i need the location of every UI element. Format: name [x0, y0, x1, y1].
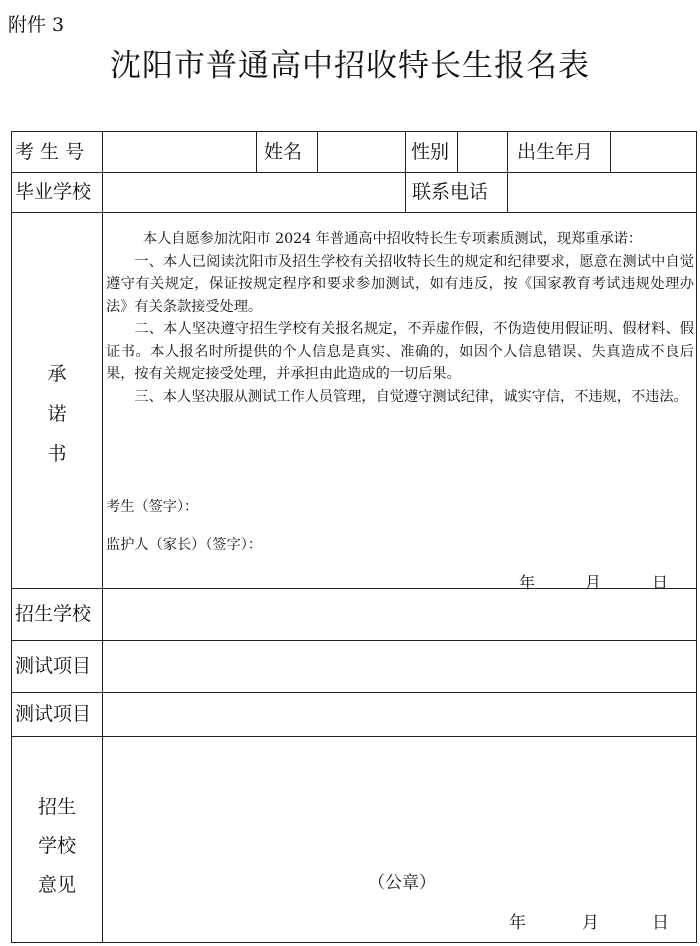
- school-opinion-label-line: 招生: [37, 796, 76, 818]
- pledge-label-char: 承: [47, 363, 67, 385]
- gender-label: 性别: [411, 141, 450, 163]
- test-item-label: 测试项目: [15, 703, 92, 725]
- pledge-label: [12, 354, 102, 474]
- guardian-signature-label: 监护人（家长）（签字）：: [106, 537, 263, 553]
- birth-date-field[interactable]: [612, 134, 694, 171]
- registration-form-table: [11, 131, 697, 943]
- recruit-school-label: 招生学校: [15, 603, 92, 625]
- graduation-school-field[interactable]: [104, 174, 403, 211]
- gender-field[interactable]: [459, 134, 505, 171]
- pledge-paragraph: 一、本人已阅读沈阳市及招生学校有关招收特长生的规定和纪律要求，愿意在测试中自觉遵守有关规定，保证按规定程序和要求参加测试，如有违反，按《国家教育考试违规处理办法》有关条款接受处理。: [106, 253, 694, 315]
- pledge-paragraph: 二、本人坚决遵守招生学校有关报名规定，不弄虚作假，不伪造使用假证明、假材料、假证书。本人报名时所提供的个人信息是真实、准确的，如因个人信息错误、失真造成不良后果，按有关规定接受处理，并承担由此造成的一切后果。: [106, 321, 694, 382]
- recruit-school-field[interactable]: [104, 590, 694, 639]
- pledge-date-year: 年: [519, 573, 536, 592]
- row-divider: [12, 736, 696, 737]
- pledge-paragraph: 本人自愿参加沈阳市 2024 年普通高中招收特长生专项素质测试，现郑重承诺：: [142, 231, 643, 247]
- exam-number-field[interactable]: [104, 134, 254, 171]
- test-item-field[interactable]: [104, 694, 694, 735]
- school-opinion-label: [12, 788, 102, 905]
- pledge-paragraph: 三、本人坚决服从测试工作人员管理，自觉遵守测试纪律，诚实守信，不违规，不违法。: [134, 388, 688, 405]
- name-field[interactable]: [319, 134, 403, 171]
- pledge-date-day: 日: [652, 573, 669, 592]
- pledge-label-char: 书: [47, 443, 67, 465]
- opinion-date-day: 日: [652, 913, 669, 933]
- form-title: 沈阳市普通高中招收特长生报名表: [110, 48, 590, 84]
- graduation-school-label: 毕业学校: [15, 181, 92, 203]
- pledge-label-char: 诺: [47, 403, 67, 425]
- birth-date-label: 出生年月: [517, 141, 594, 163]
- name-label: 姓名: [264, 141, 303, 163]
- column-divider: [102, 132, 103, 942]
- row-divider: [12, 212, 696, 213]
- pledge-text: [106, 228, 694, 408]
- test-item-label: 测试项目: [15, 655, 92, 677]
- phone-label: 联系电话: [412, 181, 489, 203]
- test-item-field[interactable]: [104, 642, 694, 691]
- student-signature-label: 考生（签字）：: [106, 499, 199, 515]
- pledge-date-month: 月: [585, 573, 602, 592]
- opinion-date-month: 月: [582, 913, 599, 933]
- column-divider: [405, 132, 406, 212]
- opinion-date-year: 年: [509, 913, 526, 933]
- official-seal-label: （公章）: [368, 873, 436, 893]
- exam-number-label: 考 生 号: [15, 141, 85, 163]
- school-opinion-label-line: 学校: [37, 835, 76, 857]
- phone-field[interactable]: [509, 174, 695, 211]
- school-opinion-label-line: 意见: [37, 874, 76, 896]
- attachment-label: 附件 3: [8, 14, 65, 36]
- column-divider: [256, 132, 257, 172]
